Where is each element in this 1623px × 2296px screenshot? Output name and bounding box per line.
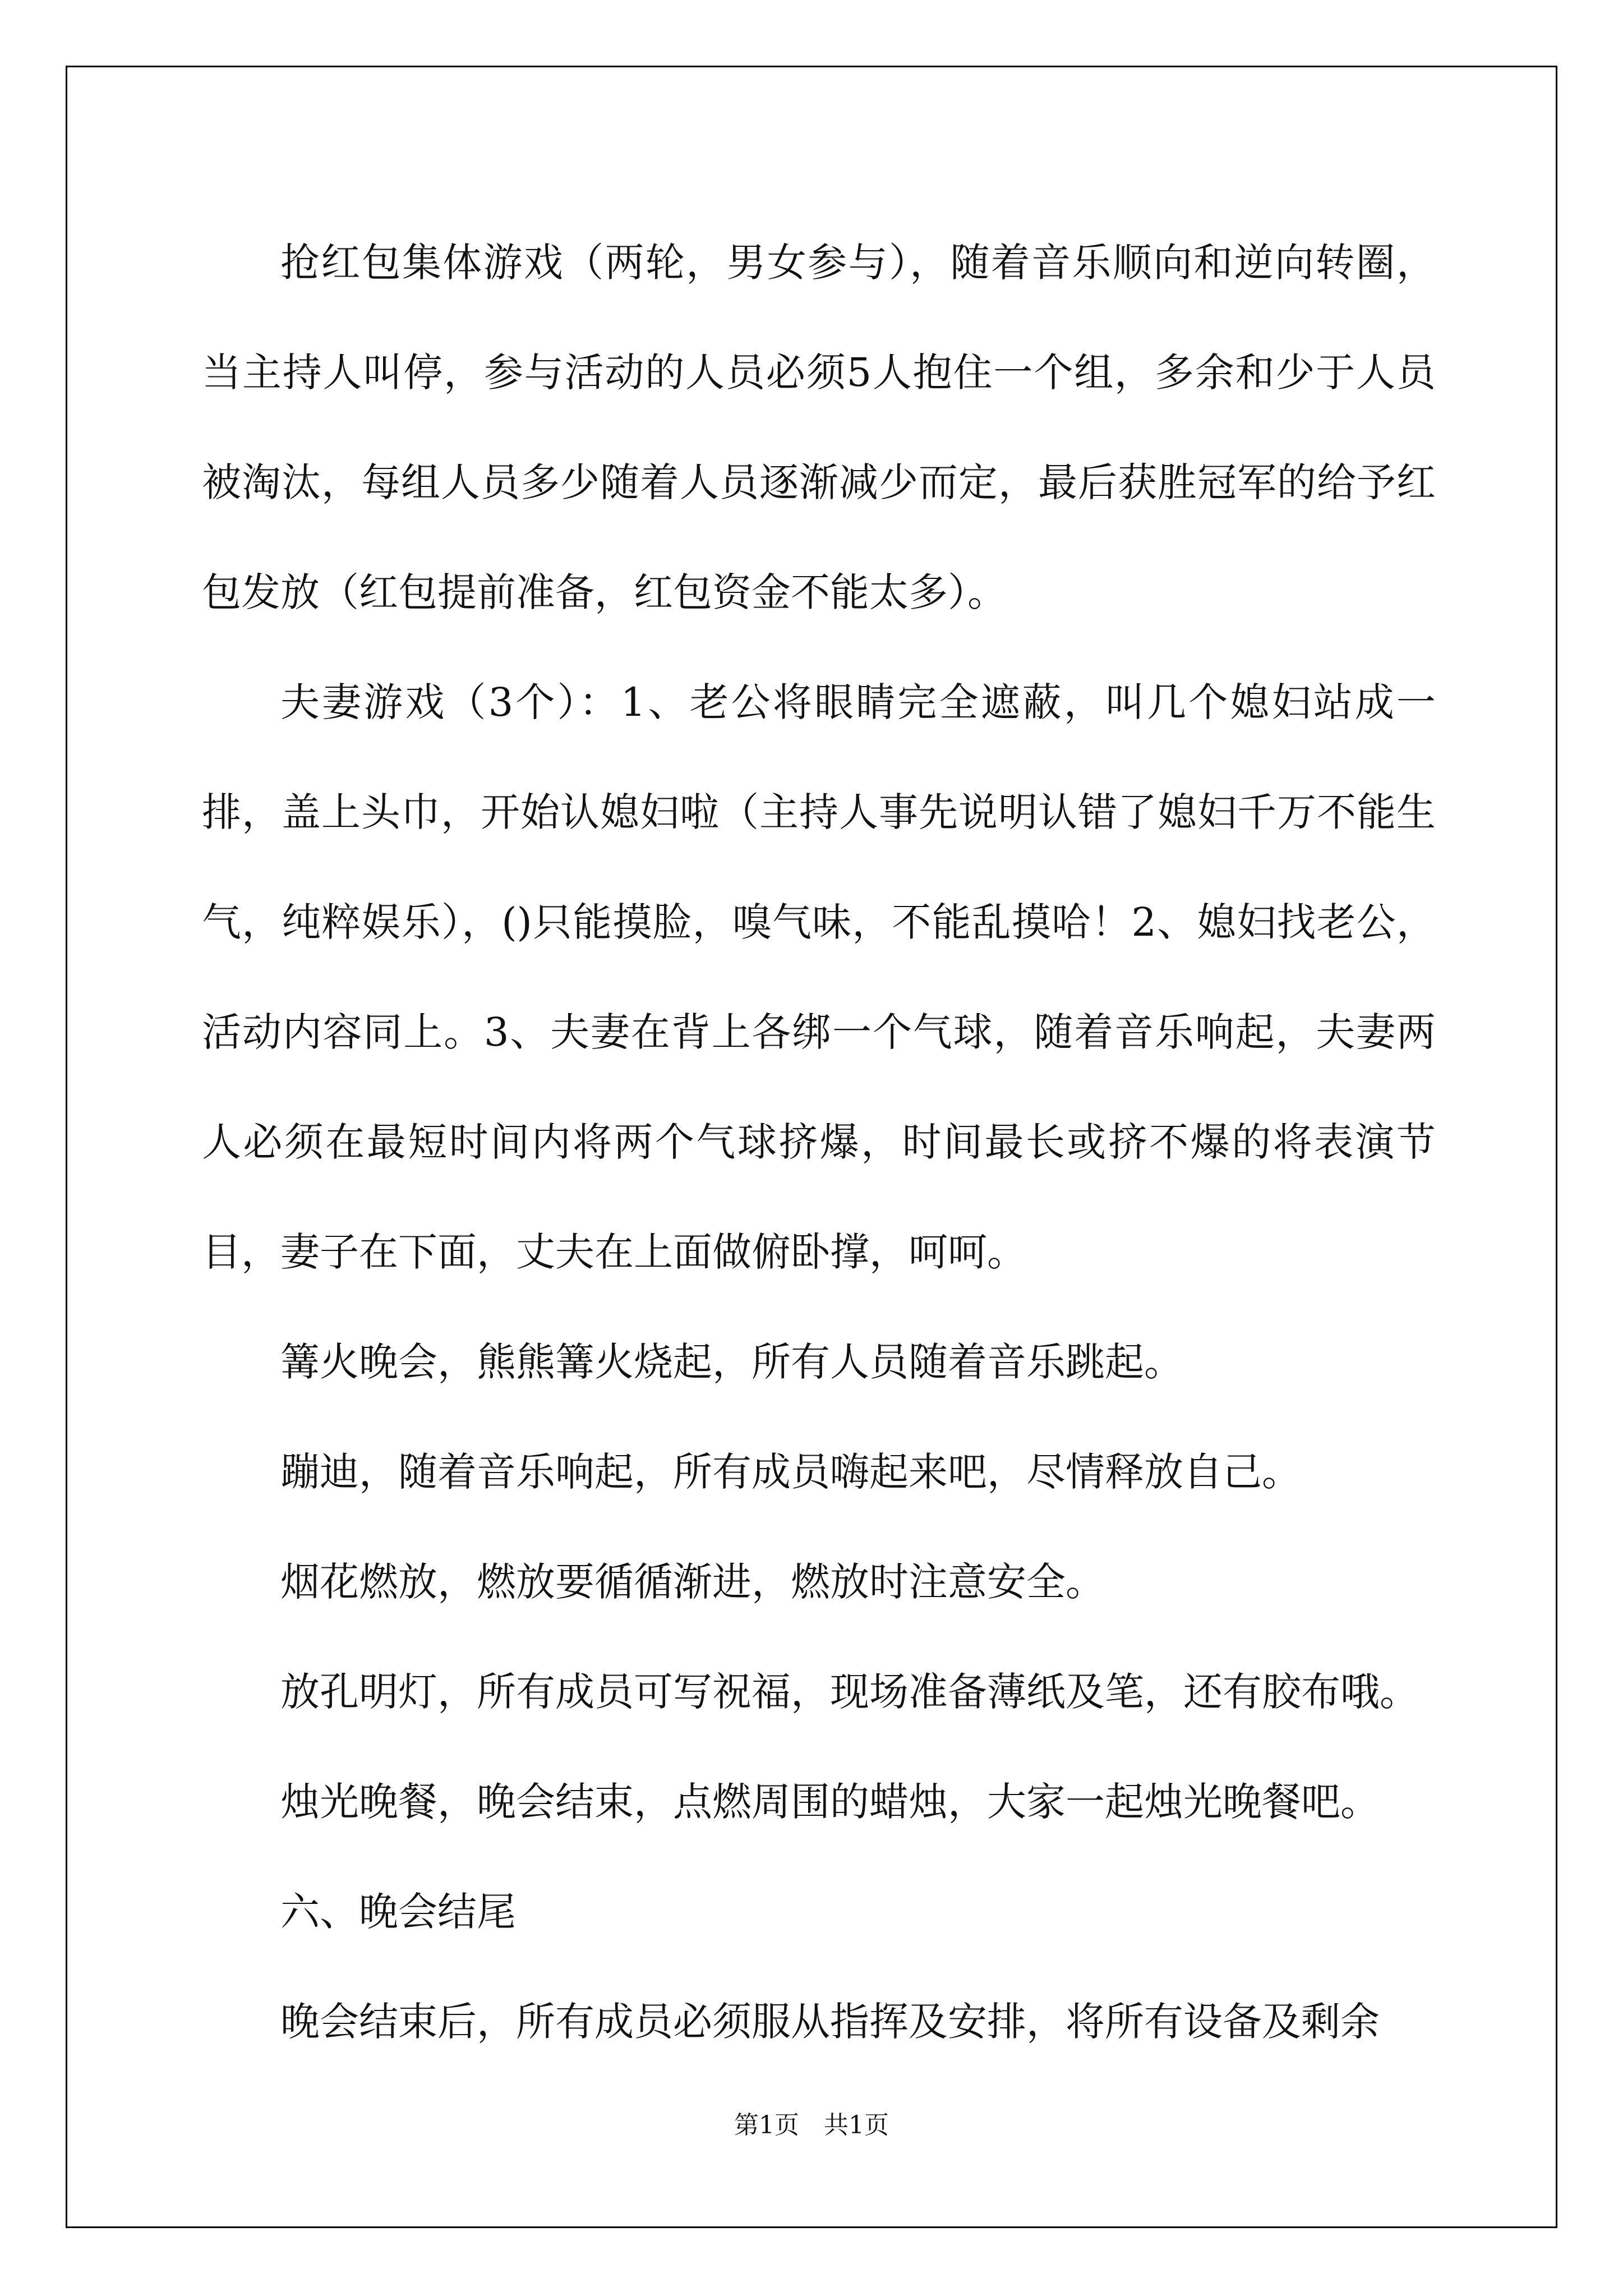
page-number-footer: 第1页 共1页 (734, 2111, 889, 2139)
paragraph-disco: 蹦迪，随着音乐响起，所有成员嗨起来吧，尽情释放自己。 (280, 1449, 1301, 1495)
paragraph-red-envelope-game: 抢红包集体游戏（两轮，男女参与），随着音乐顺向和逆向转圈，当主持人叫停，参与活动的人员必须5人抱住一个组，多余和少于人员被淘汰，每组人员多少随着人员逐渐减少而定，最后获胜冠军的给予红包发放（红包提前准备，红包资金不能太多）。 (202, 240, 1436, 615)
paragraph-sky-lanterns: 放孔明灯，所有成员可写祝福，现场准备薄纸及笔，还有胶布哦。 (280, 1669, 1419, 1715)
paragraph-couples-game: 夫妻游戏（3个）：1、老公将眼睛完全遮蔽，叫几个媳妇站成一排，盖上头巾，开始认媳妇啦（主持人事先说明认错了媳妇千万不能生气，纯粹娱乐），()只能摸脸，嗅气味，不能乱摸哈！2、媳妇找老公，活动内容同上。3、夫妻在背上各绑一个气球，随着音乐响起，夫妻两人必须在最短时间内将两个气球挤爆，时间最长或挤不爆的将表演节目，妻子在下面，丈夫在上面做俯卧撑，呵呵。 (202, 679, 1436, 1275)
paragraph-after-party: 晚会结束后，所有成员必须服从指挥及安排，将所有设备及剩余 (280, 1999, 1380, 2045)
section-heading-ending: 六、晚会结尾 (280, 1889, 516, 1935)
paragraph-bonfire: 篝火晚会，熊熊篝火烧起，所有人员随着音乐跳起。 (280, 1339, 1183, 1385)
paragraph-candlelight-dinner: 烛光晚餐，晚会结束，点燃周围的蜡烛，大家一起烛光晚餐吧。 (280, 1779, 1380, 1825)
paragraph-fireworks: 烟花燃放，燃放要循循渐进，燃放时注意安全。 (280, 1559, 1105, 1605)
document-body (202, 208, 1436, 2077)
